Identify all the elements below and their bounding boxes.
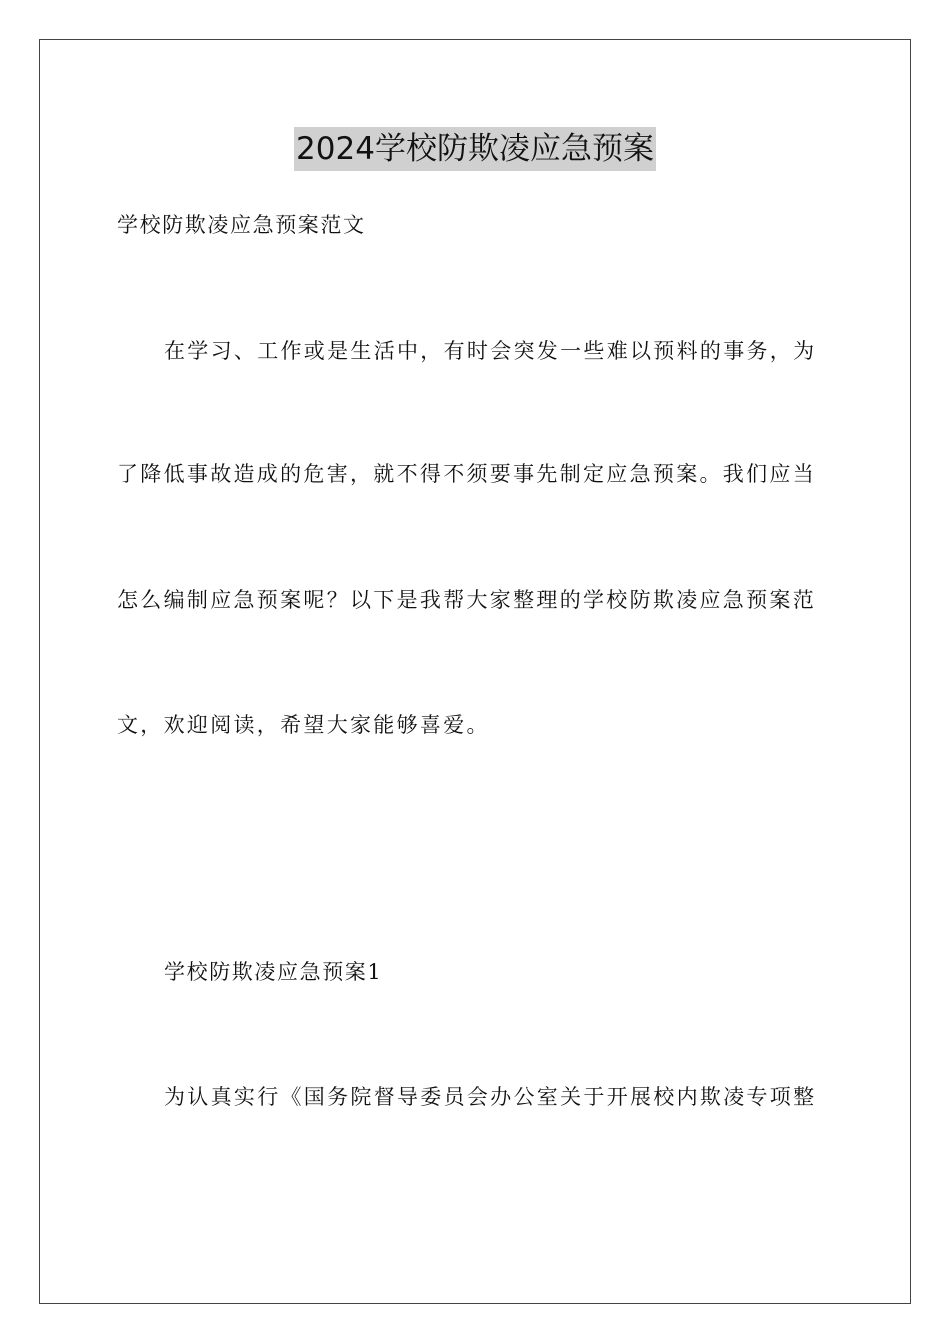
intro-line-1: 在学习、工作或是生活中，有时会突发一些难以预料的事务，为 xyxy=(164,339,817,363)
title-container xyxy=(0,127,950,171)
section-heading: 学校防欺凌应急预案1 xyxy=(164,960,383,984)
document-title: 2024学校防欺凌应急预案 xyxy=(294,127,656,171)
section-line-1: 为认真实行《国务院督导委员会办公室关于开展校内欺凌专项整 xyxy=(164,1085,817,1109)
intro-line-4: 文，欢迎阅读，希望大家能够喜爱。 xyxy=(117,713,490,737)
intro-line-2: 了降低事故造成的危害，就不得不须要事先制定应急预案。我们应当 xyxy=(117,462,816,486)
intro-line-3: 怎么编制应急预案呢？以下是我帮大家整理的学校防欺凌应急预案范 xyxy=(117,588,816,612)
document-subtitle: 学校防欺凌应急预案范文 xyxy=(117,213,366,237)
